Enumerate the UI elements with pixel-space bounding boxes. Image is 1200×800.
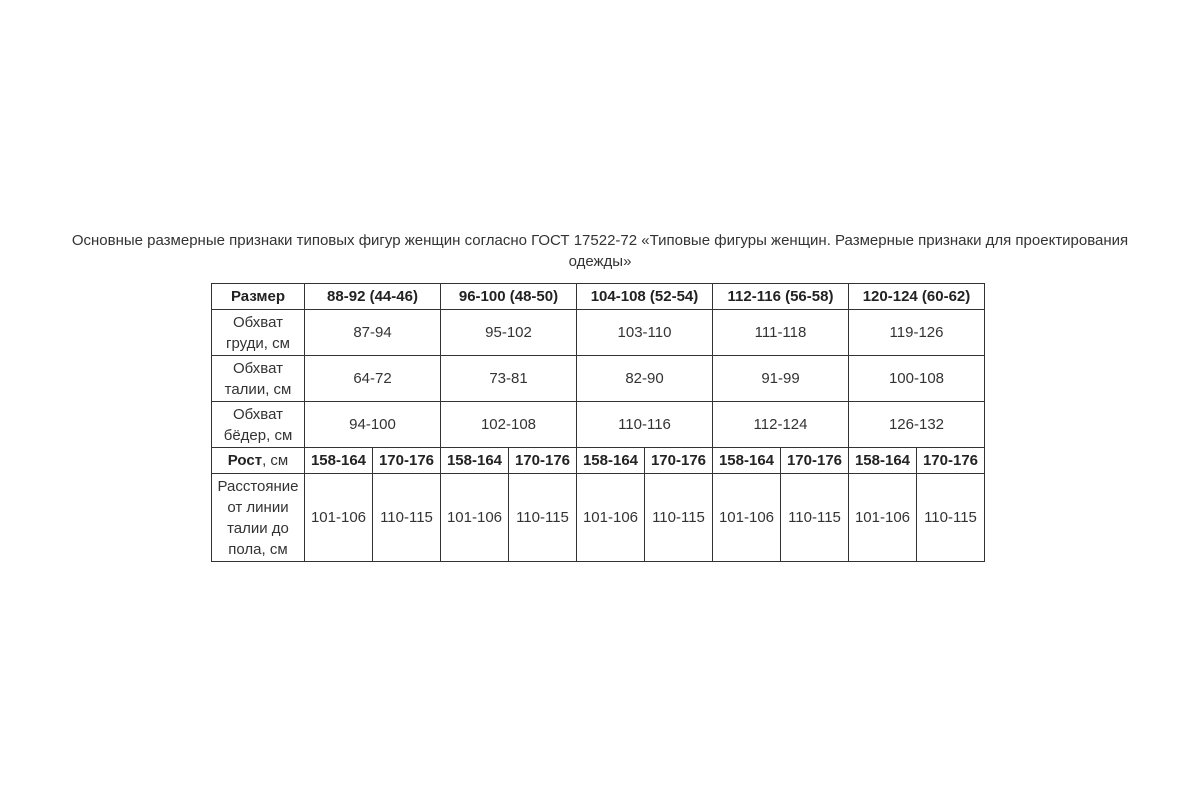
header-size-4: 112-116 (56-58): [713, 284, 849, 310]
waist-value-1: 64-72: [305, 356, 441, 402]
hips-value-5: 126-132: [849, 402, 985, 448]
distance-value-6: 110-115: [645, 474, 713, 562]
hips-value-3: 110-116: [577, 402, 713, 448]
height-value-2: 170-176: [373, 448, 441, 474]
chest-value-3: 103-110: [577, 310, 713, 356]
hips-label-line2: бёдер, см: [223, 426, 293, 444]
chest-label-line2: груди, см: [226, 334, 290, 352]
header-size-1: 88-92 (44-46): [305, 284, 441, 310]
chest-value-5: 119-126: [849, 310, 985, 356]
waist-value-4: 91-99: [713, 356, 849, 402]
waist-value-3: 82-90: [577, 356, 713, 402]
chest-label: [212, 310, 305, 356]
height-value-5: 158-164: [577, 448, 645, 474]
height-value-7: 158-164: [713, 448, 781, 474]
height-label-bold: Рост: [227, 452, 263, 469]
distance-value-4: 110-115: [509, 474, 577, 562]
waist-label-line1: Обхват: [233, 359, 283, 377]
distance-value-9: 101-106: [849, 474, 917, 562]
table-row-height: [212, 448, 985, 474]
height-value-4: 170-176: [509, 448, 577, 474]
distance-label-line1: Расстояние: [217, 477, 299, 495]
hips-label: [212, 402, 305, 448]
distance-value-1: 101-106: [305, 474, 373, 562]
caption-line-2: одежды»: [568, 253, 632, 270]
height-value-8: 170-176: [781, 448, 849, 474]
chest-label-line1: Обхват: [233, 313, 283, 331]
distance-label: [212, 474, 305, 562]
size-chart-table: [211, 283, 985, 562]
distance-value-2: 110-115: [373, 474, 441, 562]
distance-value-7: 101-106: [713, 474, 781, 562]
caption-line-1: Основные размерные признаки типовых фигур женщин согласно ГОСТ 17522-72 «Типовые фигуры женщин. Размерные признаки для проектирования: [71, 232, 1129, 249]
hips-value-4: 112-124: [713, 402, 849, 448]
chest-value-2: 95-102: [441, 310, 577, 356]
table-row-distance: [212, 474, 985, 562]
header-size-2: 96-100 (48-50): [441, 284, 577, 310]
header-size-3: 104-108 (52-54): [577, 284, 713, 310]
table-row-waist: [212, 356, 985, 402]
waist-label-line2: талии, см: [224, 380, 292, 398]
waist-value-2: 73-81: [441, 356, 577, 402]
waist-value-5: 100-108: [849, 356, 985, 402]
distance-label-line2: от линии: [227, 498, 289, 516]
distance-value-10: 110-115: [917, 474, 985, 562]
height-value-9: 158-164: [849, 448, 917, 474]
height-value-10: 170-176: [917, 448, 985, 474]
distance-label-line4: пола, см: [228, 540, 288, 558]
chest-value-1: 87-94: [305, 310, 441, 356]
hips-value-2: 102-108: [441, 402, 577, 448]
header-size-5: 120-124 (60-62): [849, 284, 985, 310]
height-value-1: 158-164: [305, 448, 373, 474]
hips-label-line1: Обхват: [233, 405, 283, 423]
height-value-3: 158-164: [441, 448, 509, 474]
table-row-chest: [212, 310, 985, 356]
chest-value-4: 111-118: [713, 310, 849, 356]
distance-value-3: 101-106: [441, 474, 509, 562]
height-label-rest: , см: [262, 452, 289, 469]
header-size-label: Размер: [212, 284, 305, 310]
table-row-hips: [212, 402, 985, 448]
distance-value-8: 110-115: [781, 474, 849, 562]
distance-label-line3: талии до: [227, 519, 289, 537]
distance-value-5: 101-106: [577, 474, 645, 562]
height-label: [212, 448, 305, 474]
table-header-row: [212, 284, 985, 310]
waist-label: [212, 356, 305, 402]
table-caption: [0, 230, 1200, 272]
hips-value-1: 94-100: [305, 402, 441, 448]
height-value-6: 170-176: [645, 448, 713, 474]
